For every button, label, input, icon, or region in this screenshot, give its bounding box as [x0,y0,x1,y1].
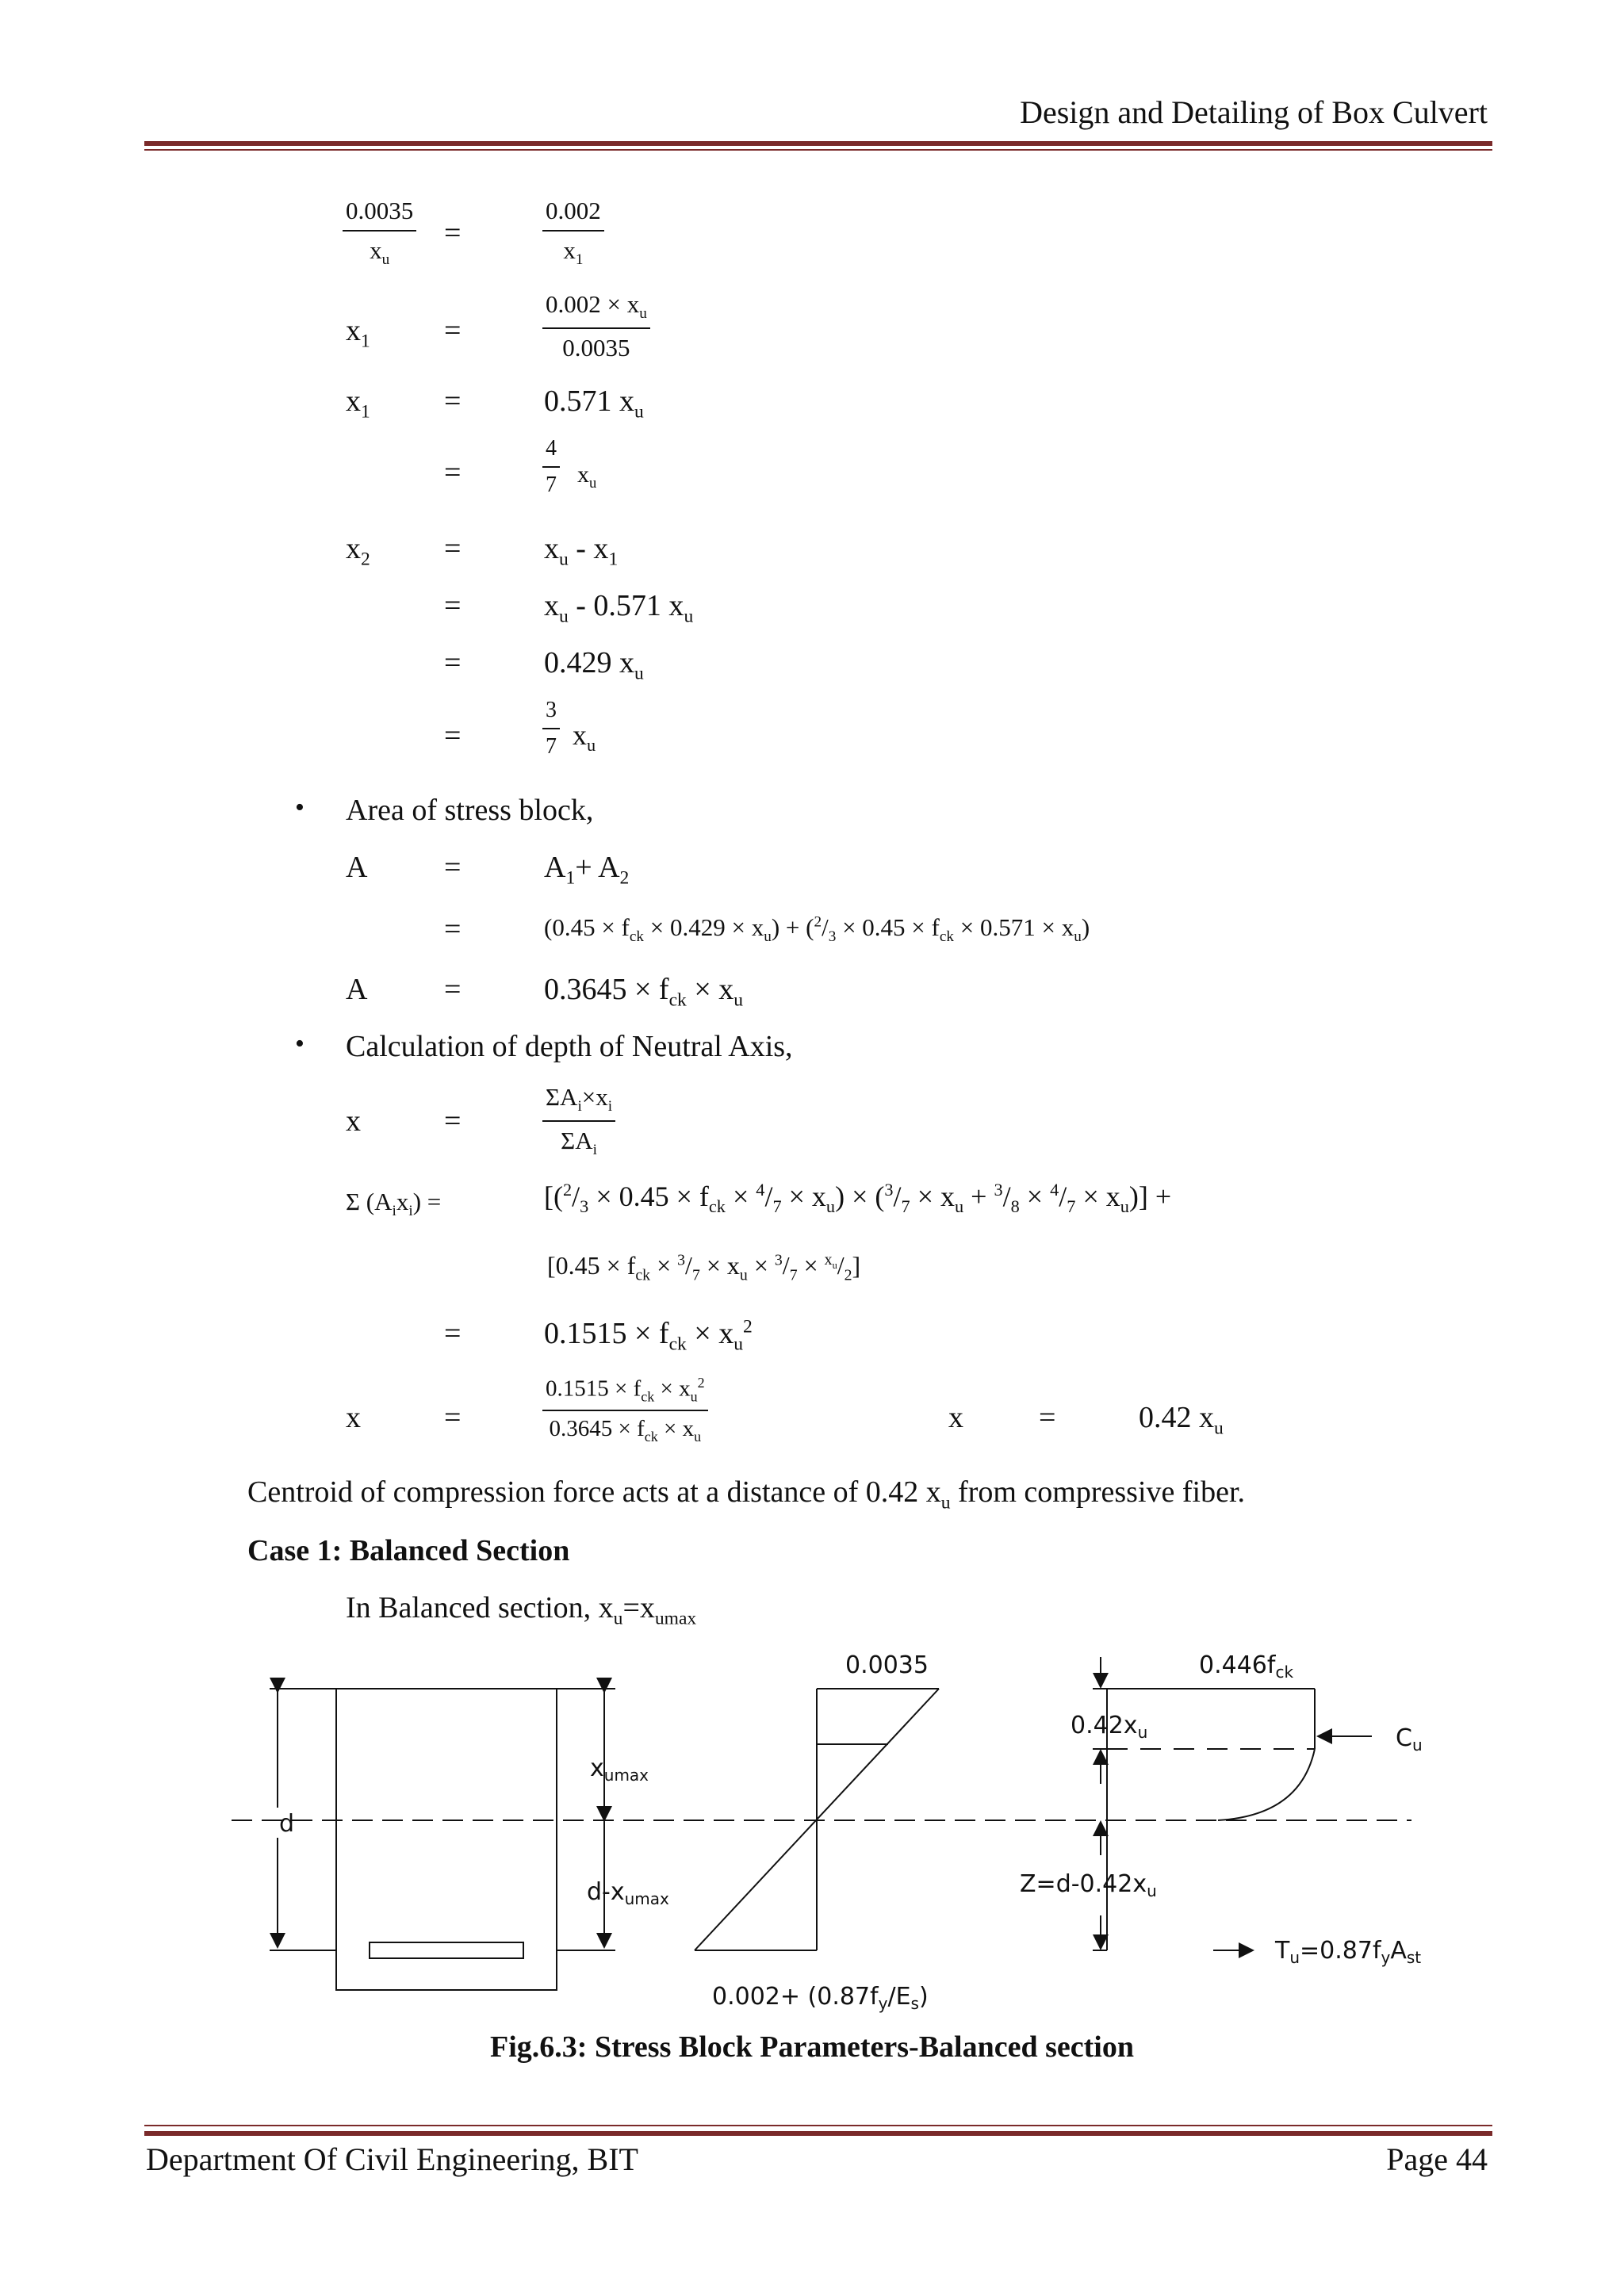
area-line1-lhs: A [346,851,368,884]
strain-top-label: 0.0035 [845,1651,929,1679]
na-line1-sign: = [444,1104,462,1138]
na-line3-rhs: $[0.45 \times f_{ck} \times ^3/_7 \times x_u \times ^3/_7 \times ^{x_u}/_2]$ [547,1251,861,1284]
eq6-rhs: $x_u - 0.571$ $x_u$ [544,589,694,627]
cu-label: $C_u$ [1396,1724,1423,1755]
area-bullet-text: Area of stress block, [346,794,594,827]
eq1-sign: = [444,216,462,250]
area-line3-sign: = [444,973,462,1006]
case-heading: Case 1: Balanced Section [247,1534,570,1567]
area-line3-rhs: $0.3645 \times f_{ck} \times x_u$ [544,973,744,1011]
eq1-lhs-fraction: $\frac{0.0035}{x_u}$ [343,197,416,269]
eq5-rhs: $x_u - x_1$ [544,532,619,570]
strain-bottom-label: $0.002+ (0.87f_y/E_s)$ [712,1983,929,2013]
figure-caption: Fig.6.3: Stress Block Parameters-Balanced section [490,2030,1134,2064]
footer-page-number: Page 44 [1386,2141,1488,2177]
bullet-icon: • [295,1029,304,1058]
eq6-sign: = [444,589,462,622]
eq7-rhs: 0.429 $x_u$ [544,646,644,684]
xumax-label: $x_{umax}$ [590,1755,649,1785]
stress-top-label: $0.446f_{ck}$ [1199,1651,1294,1682]
tu-label: $T_u=0.87f_yA_{st}$ [1275,1937,1422,1967]
area-line2-sign: = [444,913,462,946]
area-line3-lhs: A [346,973,368,1006]
eq4-var: $x_u$ [577,461,597,492]
eq8-fraction: $\frac{3}{7}$ [542,698,560,760]
z-label: $Z=d-0.42x_u$ [1020,1870,1157,1900]
area-line1-rhs: $A_1+ A_2$ [544,851,630,889]
centroid-text: Centroid of compression force acts at a distance of 0.42 $x_u$ from compressive fiber. [247,1475,1246,1513]
na-line1-lhs: x [346,1104,361,1138]
d-minus-label: $d-x_{umax}$ [587,1878,669,1908]
eq7-sign: = [444,646,462,679]
eq8-sign: = [444,719,462,752]
eq5-sign: = [444,532,462,565]
eq5-lhs: $x_2$ [346,532,370,570]
eq2-rhs-fraction: $\frac{0.002 \times x_u}{0.0035}$ [542,290,650,362]
na-line2-rhs: $[(^2/_3 \times 0.45 \times f_{ck} \times ^4/_7 \times x_u) \times (^3/_7 \times x_u + ^3/_8 \times ^4/_7 \times x_u)]$ + [544,1180,1172,1217]
eq3-rhs: 0.571 $x_u$ [544,385,644,423]
eq8-var: $x_u$ [573,719,596,756]
eq1-rhs-fraction: $\frac{0.002}{x_1}$ [542,197,604,269]
footer-rule-thin [144,2125,1492,2126]
footer-rule [144,2131,1492,2136]
area-line1-sign: = [444,851,462,884]
footer-left: Department Of Civil Engineering, BIT [146,2141,638,2177]
header-title: Design and Detailing of Box Culvert [1020,94,1488,130]
na-line5-lhs: x [346,1401,361,1434]
reinforcement-bar [370,1942,523,1958]
offset-label: $0.42x_u$ [1071,1712,1148,1742]
parabolic-stress-curve [1218,1749,1315,1820]
eq4-sign: = [444,456,462,489]
eq3-lhs: $x_1$ [346,385,370,423]
na-line5-fraction: $0.1515 \times f_{ck} \times x_u^2$ $0.3645 \times f_{ck} \times x_u$ [542,1375,708,1445]
d-label: d [279,1810,295,1838]
na-line5-sign: = [444,1401,462,1434]
eq3-sign: = [444,385,462,418]
eq2-lhs: $x_1$ [346,314,370,352]
na-line2-lhs: Σ $(A_ix_i)$ = [346,1188,442,1220]
case-text: In Balanced section, $x_u=x_{umax}$ [346,1591,697,1629]
bullet-icon: • [295,793,304,822]
area-line2-rhs: $(0.45 \times f_{ck} \times 0.429 \times x_u) + (^2/_3 \times 0.45 \times f_{ck} \times 0.571 \times x_u)$ [544,913,1090,946]
na-result-sign: = [1039,1401,1056,1434]
na-bullet-text: Calculation of depth of Neutral Axis, [346,1030,793,1063]
na-result-lhs: x [948,1401,963,1434]
na-line4-sign: = [444,1317,462,1350]
eq2-sign: = [444,314,462,347]
na-line4-rhs: $0.1515 \times f_{ck} \times x_u^2$ [544,1316,753,1355]
na-result-rhs: 0.42 $x_u$ [1139,1401,1224,1439]
eq4-fraction: $\frac{4}{7}$ [542,436,560,498]
na-line1-fraction: $\Sigma A_i\times x_i$ $\Sigma A_i$ [542,1083,615,1159]
